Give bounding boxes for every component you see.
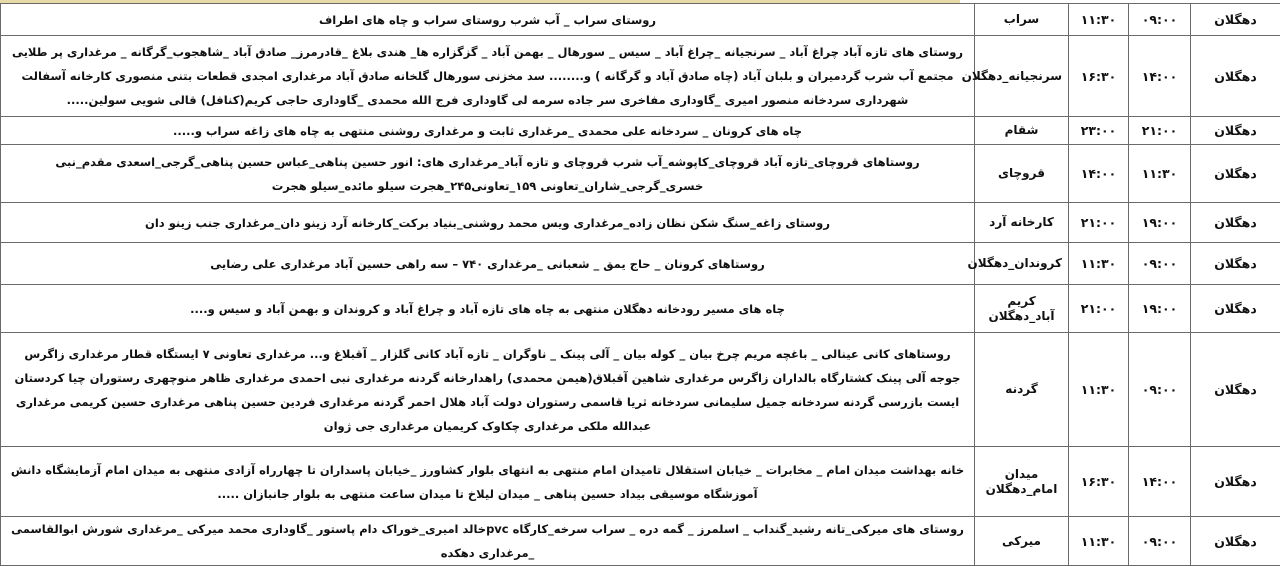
start-time-cell: ۱۱:۳۰	[1129, 145, 1191, 203]
table-row	[1, 4, 1280, 36]
description-cell: روستای های میرکی_تانه رشید_گنداب _ اسلمرز _ گمه دره _ سراب سرخه_کارگاه pvcخالد امیری_خوراک دام پاستور _گاوداری محمد میرکی _مرغداری شورش ابوالقاسمی _مرغداری دهکده	[1, 517, 975, 566]
description-cell: روستای های تازه آباد چراغ آباد _ سرنجیانه _چراغ آباد _ سیس _ سورهال _ بهمن آباد _ گزگزاره ها_ هندی بلاغ _قادرمرز_ صادق آباد _شاهجوب_گرگانه _ مرغداری پر طلایی مجتمع آب شرب گردمیران و بلبان آباد (چاه صادق آباد و گرگانه ) و........ سد مخزنی سورهال گلخانه صادق آباد مرغداری امجدی قطعات بتنی منصوری کارخانه آسفالت شهرداری سردخانه منصور امیری _گاوداری مفاخری سر جاده سرمه لی گاوداری فرج الله محمدی _گاوداری حاجی کریم(کنافل) قالی شویی سولین.....	[1, 36, 975, 117]
start-time-cell: ۲۱:۰۰	[1129, 117, 1191, 145]
area-cell: کریم آباد_دهگلان	[975, 285, 1069, 333]
power-outage-schedule-table	[0, 3, 1280, 566]
table-row	[1, 447, 1280, 517]
end-time-cell: ۲۱:۰۰	[1069, 285, 1129, 333]
description-cell: روستاهای کانی عینالی _ باغچه مریم چرخ بیان _ کوله بیان _ آلی پینک _ ناوگران _ تازه آباد کانی گلزار _ آقبلاغ و... مرغداری تعاونی ۷ ایستگاه قطار مرغداری زاگرس جوجه آلی پینک کشتارگاه بالداران زاگرس مرغداری شاهین آقبلاق(هیمن محمدی) راهدارخانه گردنه مرغداری نبی احمدی مرغداری ظاهر منوچهری رستوران چیا کردستان ایست بازرسی گردنه سردخانه جمیل سلیمانی سردخانه ثریا قاسمی رستوران دولت آباد هلال احمر گردنه مرغداری فردین حسین پناهی مرغداری حسین کریمی مرغداری عبدالله ملکی مرغداری چکاوک کریمیان مرغداری جی ژوان	[1, 333, 975, 447]
description-cell: چاه های کرونان _ سردخانه علی محمدی _مرغداری ثابت و مرغداری روشنی منتهی به چاه های زاغه سراب و.....	[1, 117, 975, 145]
city-cell: دهگلان	[1191, 117, 1280, 145]
start-time-cell: ۰۹:۰۰	[1129, 243, 1191, 285]
area-cell: سرنجیانه_دهگلان	[975, 36, 1069, 117]
description-cell: روستای سراب _ آب شرب روستای سراب و چاه های اطراف	[1, 4, 975, 36]
table-row	[1, 517, 1280, 566]
start-time-cell: ۱۴:۰۰	[1129, 447, 1191, 517]
start-time-cell: ۱۹:۰۰	[1129, 203, 1191, 243]
area-cell: میرکی	[975, 517, 1069, 566]
start-time-cell: ۱۴:۰۰	[1129, 36, 1191, 117]
city-cell: دهگلان	[1191, 203, 1280, 243]
table-row	[1, 243, 1280, 285]
city-cell: دهگلان	[1191, 36, 1280, 117]
description-cell: خانه بهداشت میدان امام _ مخابرات _ خیابان استقلال تامیدان امام منتهی به انتهای بلوار کشاورز _خیابان پاسداران تا چهارراه آزادی منتهی به میدان امام آزمایشگاه دانش آموزشگاه موسیقی بیداد حسین پناهی _ میدان لیلاخ تا میدان ساعت منتهی به بلوار جانبازان .....	[1, 447, 975, 517]
end-time-cell: ۱۶:۳۰	[1069, 447, 1129, 517]
city-cell: دهگلان	[1191, 517, 1280, 566]
end-time-cell: ۱۱:۳۰	[1069, 243, 1129, 285]
start-time-cell: ۱۹:۰۰	[1129, 285, 1191, 333]
table-row	[1, 36, 1280, 117]
table-row	[1, 145, 1280, 203]
table-row	[1, 333, 1280, 447]
city-cell: دهگلان	[1191, 4, 1280, 36]
end-time-cell: ۲۱:۰۰	[1069, 203, 1129, 243]
end-time-cell: ۱۱:۳۰	[1069, 4, 1129, 36]
start-time-cell: ۰۹:۰۰	[1129, 4, 1191, 36]
end-time-cell: ۲۳:۰۰	[1069, 117, 1129, 145]
area-cell: میدان امام_دهگلان	[975, 447, 1069, 517]
start-time-cell: ۰۹:۰۰	[1129, 333, 1191, 447]
area-cell: گردنه	[975, 333, 1069, 447]
table-row	[1, 203, 1280, 243]
area-cell: سراب	[975, 4, 1069, 36]
table-row	[1, 117, 1280, 145]
end-time-cell: ۱۱:۳۰	[1069, 517, 1129, 566]
city-cell: دهگلان	[1191, 243, 1280, 285]
end-time-cell: ۱۶:۳۰	[1069, 36, 1129, 117]
table-row	[1, 285, 1280, 333]
area-cell: شقام	[975, 117, 1069, 145]
description-cell: روستاهای کرونان _ حاج یمق _ شعبانی _مرغداری ۷۴۰ – سه راهی حسین آباد مرغداری علی رضایی	[1, 243, 975, 285]
description-cell: چاه های مسیر رودخانه دهگلان منتهی به چاه های تازه آباد و چراغ آباد و کروندان و بهمن آباد و سیس و....	[1, 285, 975, 333]
end-time-cell: ۱۴:۰۰	[1069, 145, 1129, 203]
description-cell: روستای زاغه_سنگ شکن نظان زاده_مرغداری ویس محمد روشنی_بنیاد برکت_کارخانه آرد زینو دان_مرغداری جنب زینو دان	[1, 203, 975, 243]
city-cell: دهگلان	[1191, 145, 1280, 203]
city-cell: دهگلان	[1191, 447, 1280, 517]
area-cell: کارخانه آرد	[975, 203, 1069, 243]
description-cell: روستاهای قروچای_تازه آباد قروچای_کاپوشه_آب شرب قروچای و تازه آباد_مرغداری های: انور حسین پناهی_عباس حسین پناهی_گرجی_اسعدی مقدم_نبی خسری_گرجی_شاران_تعاونی ۱۵۹_تعاونی۲۴۵_هجرت سیلو مائده_سیلو هجرت	[1, 145, 975, 203]
start-time-cell: ۰۹:۰۰	[1129, 517, 1191, 566]
end-time-cell: ۱۱:۳۰	[1069, 333, 1129, 447]
area-cell: کروندان_دهگلان	[975, 243, 1069, 285]
area-cell: قروچای	[975, 145, 1069, 203]
city-cell: دهگلان	[1191, 285, 1280, 333]
city-cell: دهگلان	[1191, 333, 1280, 447]
